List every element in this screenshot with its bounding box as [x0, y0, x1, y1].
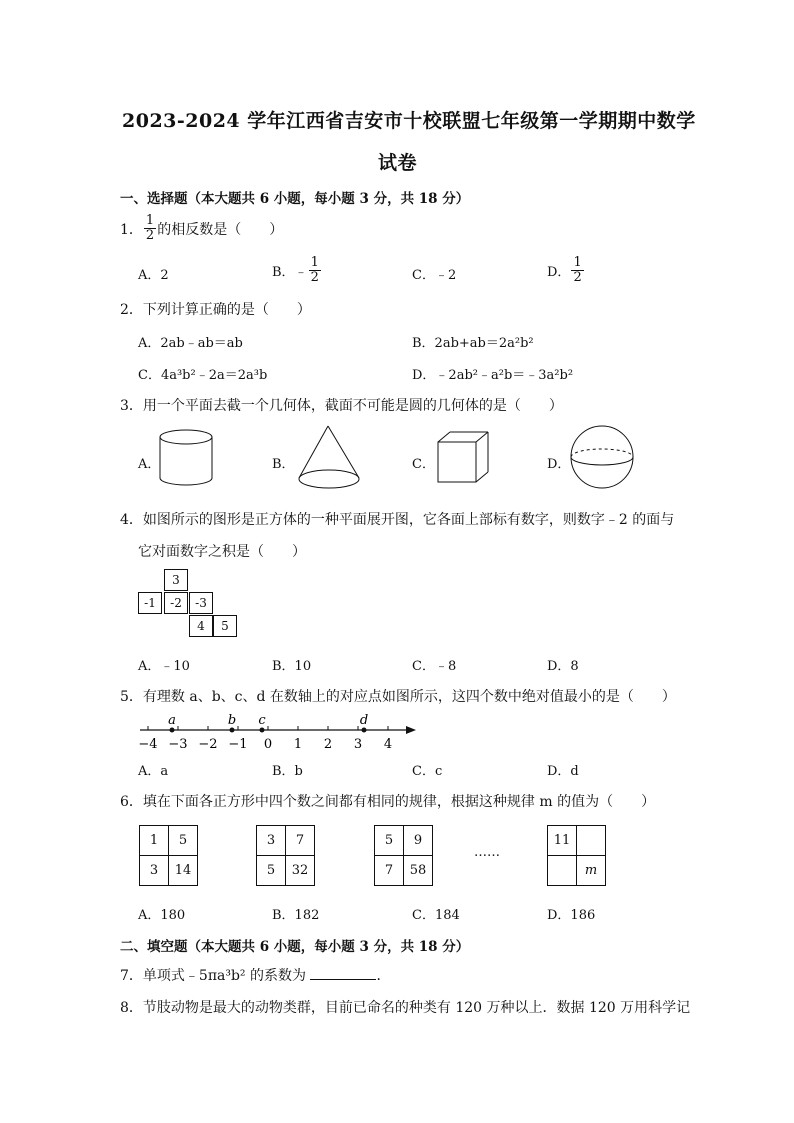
number-line	[136, 708, 420, 754]
square-cell: 14	[169, 856, 198, 886]
number-line-tick-label: 2	[323, 737, 333, 752]
question-1-text: 的相反数是（ ）	[157, 221, 284, 238]
question-1-number: 1．	[120, 221, 143, 238]
q6-option-b[interactable]: B．182	[272, 908, 320, 923]
square-cell: 3	[257, 826, 286, 856]
number-line-point-a	[170, 728, 175, 733]
net-cell: 3	[164, 569, 188, 591]
pattern-square-1	[139, 825, 198, 886]
net-cell: -3	[189, 592, 213, 614]
number-line-tick-label: 1	[293, 737, 303, 752]
square-cell	[577, 826, 606, 856]
q3-option-b[interactable]: B．	[272, 457, 295, 472]
square-cell: m	[577, 856, 606, 886]
answer-blank[interactable]	[310, 967, 376, 980]
square-cell: 32	[286, 856, 315, 886]
question-1-fraction: $\frac{1}{2}$	[145, 213, 155, 243]
square-cell	[548, 856, 577, 886]
q1-option-d[interactable]: D． $\frac{1}{2}$	[547, 255, 582, 285]
cylinder-figure	[158, 428, 214, 488]
square-cell: 58	[404, 856, 433, 886]
cube-figure	[436, 430, 490, 488]
number-line-point-label: c	[258, 713, 266, 728]
number-line-tick-label: −1	[228, 737, 248, 752]
square-cell: 3	[140, 856, 169, 886]
q4-option-c[interactable]: C．﹣8	[412, 659, 457, 674]
q2-option-c[interactable]: C．4a³b²﹣2a＝2a³b	[138, 368, 268, 383]
q2-option-b[interactable]: B．2ab+ab＝2a²b²	[412, 336, 534, 351]
number-line-point-label: b	[227, 713, 237, 728]
page-title-line2: 试卷	[378, 152, 418, 174]
square-cell: 7	[375, 856, 404, 886]
question-4-line2: 它对面数字之积是（ ）	[138, 544, 306, 560]
net-cell: -2	[164, 592, 188, 614]
question-6: 6．填在下面各正方形中四个数之间都有相同的规律，根据这种规律 m 的值为（ ）	[120, 794, 656, 810]
q5-option-d[interactable]: D．d	[547, 764, 579, 779]
q4-option-a[interactable]: A．﹣10	[138, 659, 190, 674]
square-cell: 1	[140, 826, 169, 856]
pattern-square-3	[374, 825, 433, 886]
question-5: 5．有理数 a、b、c、d 在数轴上的对应点如图所示，这四个数中绝对值最小的是（ ）	[120, 689, 676, 705]
q6-option-c[interactable]: C．184	[412, 908, 460, 923]
number-line-point-d	[362, 728, 367, 733]
number-line-tick-label: 0	[263, 737, 273, 752]
question-4-line1: 4．如图所示的图形是正方体的一种平面展开图，它各面上部标有数字，则数字﹣2 的面与	[120, 512, 675, 528]
pattern-square-4	[547, 825, 606, 886]
question-3: 3．用一个平面去截一个几何体，截面不可能是圆的几何体的是（ ）	[120, 398, 563, 414]
question-8: 8．节肢动物是最大的动物类群，目前已命名的种类有 120 万种以上．数据 120 万用科学记	[120, 1000, 691, 1016]
q5-option-c[interactable]: C．c	[412, 764, 443, 779]
square-cell: 5	[375, 826, 404, 856]
q5-option-b[interactable]: B．b	[272, 764, 303, 779]
square-cell: 5	[169, 826, 198, 856]
number-line-tick-label: −4	[138, 737, 158, 752]
section-heading-fill: 二、填空题（本大题共 6 小题，每小题 3 分，共 18 分）	[120, 939, 470, 955]
q3-option-d[interactable]: D．	[547, 457, 571, 472]
page-title-line1: 2023-2024 学年江西省吉安市十校联盟七年级第一学期期中数学	[122, 110, 696, 132]
question-2: 2．下列计算正确的是（ ）	[120, 302, 311, 318]
square-cell: 5	[257, 856, 286, 886]
number-line-arrow	[406, 726, 416, 734]
question-7: 7．单项式﹣5πa³b² 的系数为 ．	[120, 968, 391, 984]
net-cell: 5	[213, 615, 237, 637]
pattern-square-2	[256, 825, 315, 886]
net-cell: 4	[189, 615, 213, 637]
q2-option-a[interactable]: A．2ab﹣ab＝ab	[138, 336, 243, 351]
cube-net	[138, 569, 238, 641]
q6-option-a[interactable]: A．180	[138, 908, 186, 923]
q4-option-d[interactable]: D．8	[547, 659, 579, 674]
q1-option-b[interactable]: B．﹣ $\frac{1}{2}$	[272, 255, 319, 285]
question-1	[120, 214, 283, 243]
q1-option-a[interactable]: A．2	[138, 268, 169, 283]
q6-option-d[interactable]: D．186	[547, 908, 596, 923]
number-line-tick-label: 3	[353, 737, 363, 752]
q1-option-c[interactable]: C．﹣2	[412, 268, 457, 283]
number-line-tick-label: −2	[198, 737, 218, 752]
q2-option-d[interactable]: D．﹣2ab²﹣a²b＝﹣3a²b²	[412, 368, 574, 383]
number-line-tick-label: −3	[168, 737, 188, 752]
square-cell: 9	[404, 826, 433, 856]
number-line-point-label: d	[359, 713, 369, 728]
number-line-point-b	[230, 728, 235, 733]
ellipsis-dots: ……	[474, 845, 500, 860]
square-cell: 7	[286, 826, 315, 856]
q3-option-c[interactable]: C．	[412, 457, 435, 472]
q4-option-b[interactable]: B．10	[272, 659, 312, 674]
q5-option-a[interactable]: A．a	[138, 764, 169, 779]
net-cell: -1	[138, 592, 162, 614]
cone-figure	[296, 424, 364, 492]
sphere-figure	[569, 424, 635, 490]
number-line-point-c	[260, 728, 265, 733]
q3-option-a[interactable]: A．	[138, 457, 161, 472]
section-heading-choice: 一、选择题（本大题共 6 小题，每小题 3 分，共 18 分）	[120, 191, 470, 207]
number-line-tick-label: 4	[383, 737, 393, 752]
number-line-point-label: a	[168, 713, 176, 728]
square-cell: 11	[548, 826, 577, 856]
